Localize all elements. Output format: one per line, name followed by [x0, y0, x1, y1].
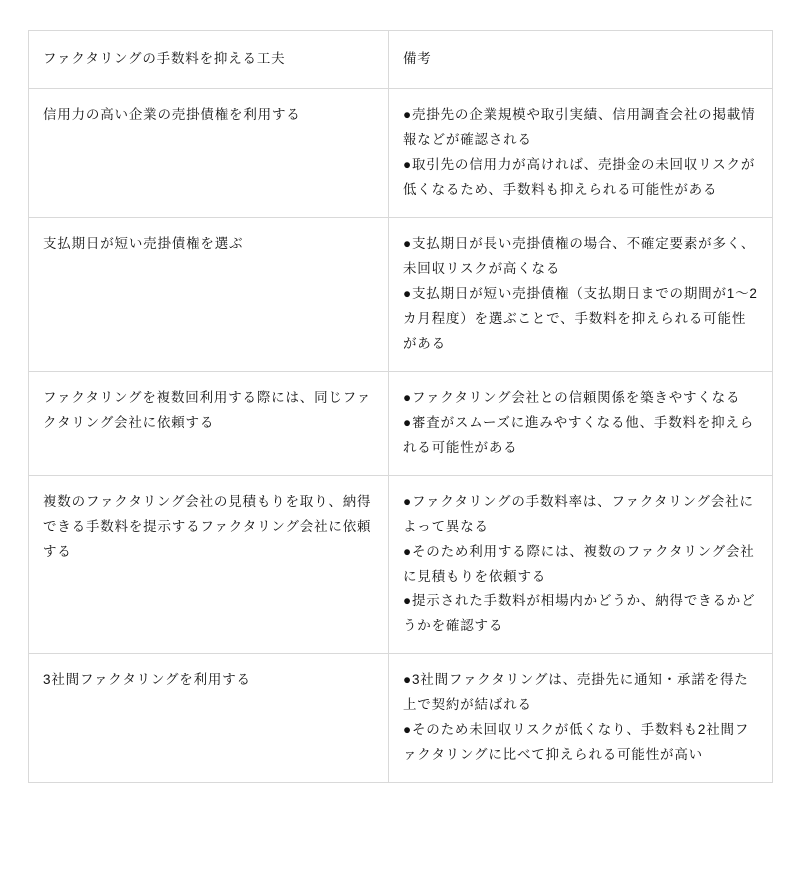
table-row: [29, 475, 773, 654]
fee-reduction-table: [28, 30, 773, 783]
measure-cell: 信用力の高い企業の売掛債権を利用する: [29, 88, 389, 217]
note-line: ●審査がスムーズに進みやすくなる他、手数料を抑えられる可能性がある: [403, 414, 755, 455]
note-line: ●支払期日が長い売掛債権の場合、不確定要素が多く、未回収リスクが高くなる: [403, 235, 756, 276]
table-header-row: [29, 31, 773, 89]
notes-cell: [389, 475, 773, 654]
note-line: ●3社間ファクタリングは、売掛先に通知・承諾を得た上で契約が結ばれる: [403, 672, 749, 713]
note-line: ●そのため未回収リスクが低くなり、手数料も2社間ファクタリングに比べて抑えられる可能性が高い: [403, 722, 750, 763]
note-line: ●支払期日が短い売掛債権（支払期日までの期間が1〜2カ月程度）を選ぶことで、手数料を抑えられる可能性がある: [403, 285, 758, 351]
notes-cell: [389, 217, 773, 371]
note-line: ●提示された手数料が相場内かどうか、納得できるかどうかを確認する: [403, 593, 756, 634]
measure-cell: 複数のファクタリング会社の見積もりを取り、納得できる手数料を提示するファクタリング会社に依頼する: [29, 475, 389, 654]
table-header-cell-notes: 備考: [389, 31, 773, 89]
table-header-cell-measure: ファクタリングの手数料を抑える工夫: [29, 31, 389, 89]
notes-cell: [389, 371, 773, 475]
measure-cell: 3社間ファクタリングを利用する: [29, 654, 389, 783]
measure-cell: ファクタリングを複数回利用する際には、同じファクタリング会社に依頼する: [29, 371, 389, 475]
table-row: [29, 88, 773, 217]
note-line: ●そのため利用する際には、複数のファクタリング会社に見積もりを依頼する: [403, 543, 755, 584]
measure-cell: 支払期日が短い売掛債権を選ぶ: [29, 217, 389, 371]
notes-cell: [389, 88, 773, 217]
note-line: ●ファクタリングの手数料率は、ファクタリング会社によって異なる: [403, 493, 754, 534]
note-line: ●ファクタリング会社との信頼関係を築きやすくなる: [403, 389, 741, 405]
note-line: ●取引先の信用力が高ければ、売掛金の未回収リスクが低くなるため、手数料も抑えられる可能性がある: [403, 156, 756, 197]
note-line: ●売掛先の企業規模や取引実績、信用調査会社の掲載情報などが確認される: [403, 106, 756, 147]
table-row: [29, 217, 773, 371]
notes-cell: [389, 654, 773, 783]
table-row: [29, 654, 773, 783]
table-row: [29, 371, 773, 475]
